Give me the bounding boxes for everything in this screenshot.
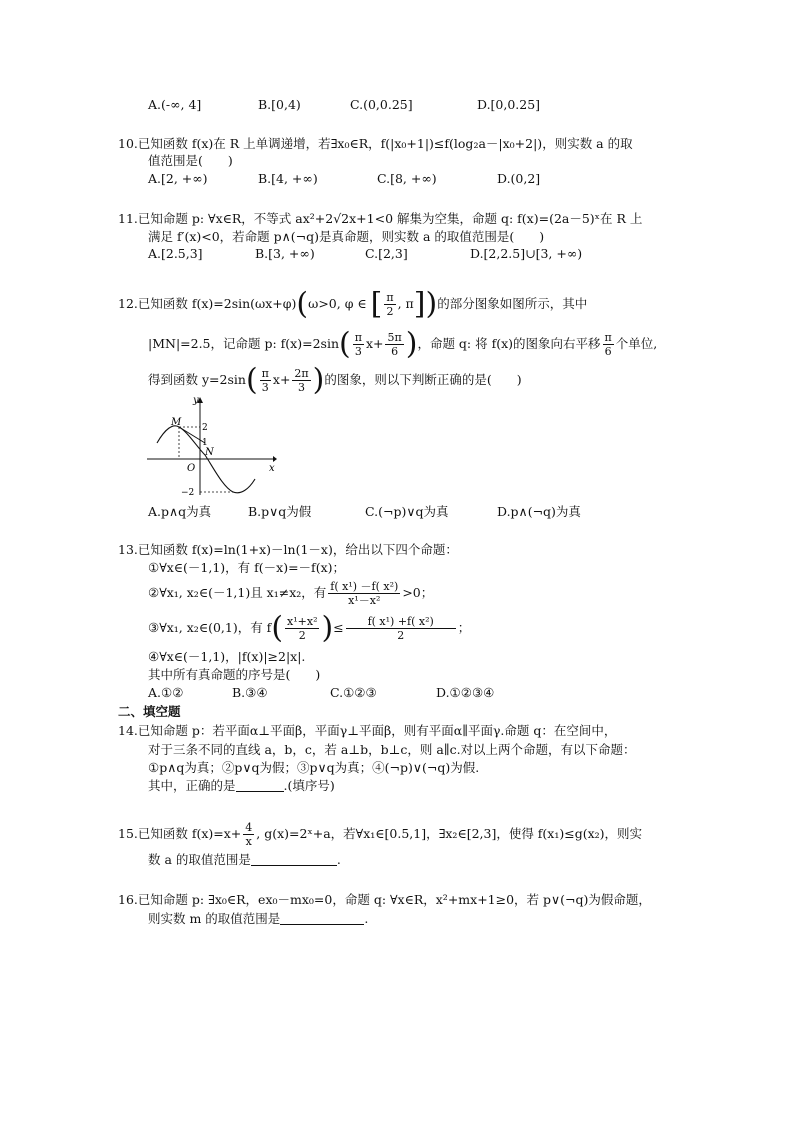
q12-option-a: A.p∧q为真 xyxy=(148,504,212,519)
q9-option-b: B.[0,4) xyxy=(258,97,301,112)
q12-option-b: B.p∨q为假 xyxy=(248,504,312,519)
q11-option-d: D.[2,2.5]∪[3, +∞) xyxy=(470,246,583,261)
paren-open: ( xyxy=(339,326,351,362)
q15-stem-line1 xyxy=(118,818,642,850)
q12-stem-line2 xyxy=(148,328,657,360)
paren-open: ( xyxy=(271,610,284,646)
q12-text: x+ xyxy=(365,336,384,351)
frac-num: 5π xyxy=(387,331,402,344)
q14-stem-line1: 14.已知命题 p：若平面α⊥平面β，平面γ⊥平面β，则有平面α∥平面γ.命题 q：在空间中， xyxy=(118,723,617,738)
q10-option-d: D.(0,2] xyxy=(497,171,541,186)
fraction xyxy=(385,331,403,358)
q15-text: 15.已知函数 f(x)=x+ xyxy=(118,826,242,841)
q15-text: . xyxy=(336,852,341,867)
frac-num: f( x¹) －f( x²) xyxy=(330,580,399,593)
q16-text: 则实数 m 的取值范围是 xyxy=(148,911,281,926)
q11-option-b: B.[3, +∞) xyxy=(255,246,315,261)
bracket-open: [ xyxy=(370,286,383,322)
q13-option-a: A.①② xyxy=(148,685,184,700)
q10-option-c: C.[8, +∞) xyxy=(377,171,437,186)
frac-num: 4 xyxy=(245,821,253,834)
q12-text: ω>0, φ ∈ xyxy=(308,296,367,311)
frac-den: 3 xyxy=(298,381,306,394)
q14-text: .(填序号) xyxy=(283,778,335,793)
q14-stem-line3: ①p∧q为真；②p∨q为假；③p∨q为真；④(¬p)∨(¬q)为假. xyxy=(148,760,480,775)
paren-open: ( xyxy=(296,286,309,322)
q12-option-c: C.(¬p)∨q为真 xyxy=(365,504,449,519)
fraction xyxy=(603,331,614,358)
q9-option-a: A.(-∞, 4] xyxy=(148,97,202,112)
q10-stem-line1: 10.已知函数 f(x)在 R 上单调递增，若∃x₀∈R，f(|x₀+1|)≤f(log₂a－|x₀+2|)，则实数 a 的取 xyxy=(118,136,633,151)
q12-stem-line3 xyxy=(148,364,522,396)
q13-text: >0； xyxy=(402,585,434,600)
tick-1: 1 xyxy=(202,438,208,448)
q13-claim-3 xyxy=(148,612,470,644)
q13-option-c: C.①②③ xyxy=(330,685,377,700)
q10-stem-line2: 值范围是( ) xyxy=(148,153,233,168)
q15-stem-line2 xyxy=(148,851,341,869)
paren-close: ) xyxy=(425,286,438,322)
paren-close: ) xyxy=(312,362,325,398)
paren-open: ( xyxy=(245,362,258,398)
q11-option-a: A.[2.5,3] xyxy=(148,246,203,261)
fraction xyxy=(353,331,364,358)
frac-den: 2 xyxy=(298,629,306,642)
fraction xyxy=(260,367,271,394)
frac-num: π xyxy=(386,291,394,304)
q12-text: 的部分图象如图所示，其中 xyxy=(437,296,588,311)
q12-text: |MN|=2.5，记命题 p: f(x)=2sin xyxy=(148,336,339,351)
q12-text: , π xyxy=(397,296,414,311)
frac-den: 6 xyxy=(391,345,399,358)
section-heading-fill-in: 二、填空题 xyxy=(118,704,181,719)
bracket-close: ] xyxy=(413,286,426,322)
q13-text: ≤ xyxy=(333,620,344,635)
paren-close: ) xyxy=(321,610,334,646)
q12-sine-graph xyxy=(145,395,277,497)
frac-den: 2 xyxy=(397,629,405,642)
q13-text: ②∀x₁, x₂∈(－1,1)且 x₁≠x₂，有 xyxy=(148,585,327,600)
q14-answer-blank[interactable] xyxy=(236,778,284,792)
q9-option-d: D.[0,0.25] xyxy=(477,97,541,112)
q11-stem-line2: 满足 f′(x)<0，若命题 p∧(¬q)是真命题，则实数 a 的取值范围是( ) xyxy=(148,229,545,244)
q12-text: 得到函数 y=2sin xyxy=(148,372,246,387)
q13-option-d: D.①②③④ xyxy=(436,685,495,700)
q12-text: x+ xyxy=(272,372,291,387)
q13-claim-1: ①∀x∈(－1,1)，有 f(－x)=－f(x)； xyxy=(148,560,345,575)
q12-text: 的图象，则以下判断正确的是( ) xyxy=(324,372,522,387)
q13-text: ； xyxy=(457,620,471,635)
q13-text: ③∀x₁, x₂∈(0,1)，有 f xyxy=(148,620,272,635)
q16-text: . xyxy=(364,911,369,926)
q12-text: 个单位, xyxy=(615,336,658,351)
tick-neg2: −2 xyxy=(181,488,195,497)
frac-den: 6 xyxy=(604,345,612,358)
paren-close: ) xyxy=(405,326,418,362)
q16-answer-blank[interactable] xyxy=(280,911,364,925)
q9-option-c: C.(0,0.25] xyxy=(350,97,413,112)
q13-claim-4: ④∀x∈(－1,1)，|f(x)|≥2|x|. xyxy=(148,649,306,664)
q13-option-b: B.③④ xyxy=(232,685,268,700)
frac-den: 2 xyxy=(386,305,394,318)
q14-stem-line4 xyxy=(148,777,335,795)
origin-label: O xyxy=(187,463,196,474)
fraction xyxy=(328,580,400,607)
q12-text: 12.已知函数 f(x)=2sin(ωx+φ) xyxy=(118,296,297,311)
tick-2: 2 xyxy=(202,423,208,433)
frac-den: x xyxy=(245,835,252,848)
q13-stem-line1: 13.已知函数 f(x)=ln(1+x)－ln(1－x)，给出以下四个命题： xyxy=(118,542,458,557)
sine-graph-svg xyxy=(145,395,277,497)
fraction xyxy=(285,615,319,642)
frac-den: 3 xyxy=(261,381,269,394)
frac-den: 3 xyxy=(354,345,362,358)
q10-option-a: A.[2, +∞) xyxy=(148,171,208,186)
q14-text: 其中，正确的是 xyxy=(148,778,236,793)
fraction xyxy=(292,367,310,394)
y-axis-label: y xyxy=(193,395,199,406)
q13-stem-line6: 其中所有真命题的序号是( ) xyxy=(148,667,321,682)
frac-num: π xyxy=(604,331,612,344)
fraction xyxy=(243,821,254,848)
q16-stem-line1: 16.已知命题 p: ∃x₀∈R，ex₀－mx₀=0，命题 q: ∀x∈R，x²+mx+1≥0，若 p∨(¬q)为假命题， xyxy=(118,892,651,907)
q11-option-c: C.[2,3] xyxy=(365,246,408,261)
q13-claim-2 xyxy=(148,578,433,608)
point-m-label: M xyxy=(171,417,182,428)
frac-num: 2π xyxy=(294,367,309,380)
q10-option-b: B.[4, +∞) xyxy=(258,171,318,186)
q11-stem-line1: 11.已知命题 p: ∀x∈R，不等式 ax²+2√2x+1<0 解集为空集，命题 q: f(x)=(2a－5)ˣ在 R 上 xyxy=(118,211,643,226)
frac-num: x¹+x² xyxy=(287,615,318,628)
q12-text: ，命题 q: 将 f(x)的图象向右平移 xyxy=(417,336,601,351)
x-axis-arrow xyxy=(273,456,277,462)
frac-num: π xyxy=(261,367,269,380)
frac-num: f( x¹) +f( x²) xyxy=(346,615,456,629)
frac-den: x¹－x² xyxy=(348,594,381,607)
q12-option-d: D.p∧(¬q)为真 xyxy=(497,504,581,519)
q15-answer-blank[interactable] xyxy=(251,852,337,866)
point-n-label: N xyxy=(205,447,214,458)
q16-stem-line2 xyxy=(148,910,368,928)
q15-text: 数 a 的取值范围是 xyxy=(148,852,251,867)
q14-stem-line2: 对于三条不同的直线 a，b，c，若 a⊥b，b⊥c，则 a∥c.对以上两个命题，有以下命题： xyxy=(148,742,636,757)
fraction xyxy=(346,615,456,642)
x-axis-label: x xyxy=(269,463,275,474)
q12-stem-line1 xyxy=(118,288,587,320)
fraction xyxy=(384,291,395,318)
frac-num: π xyxy=(354,331,362,344)
q15-text: , g(x)=2ˣ+a，若∀x₁∈[0.5,1]，∃x₂∈[2,3]，使得 f(x₁)≤g(x₂)，则实 xyxy=(256,826,643,841)
